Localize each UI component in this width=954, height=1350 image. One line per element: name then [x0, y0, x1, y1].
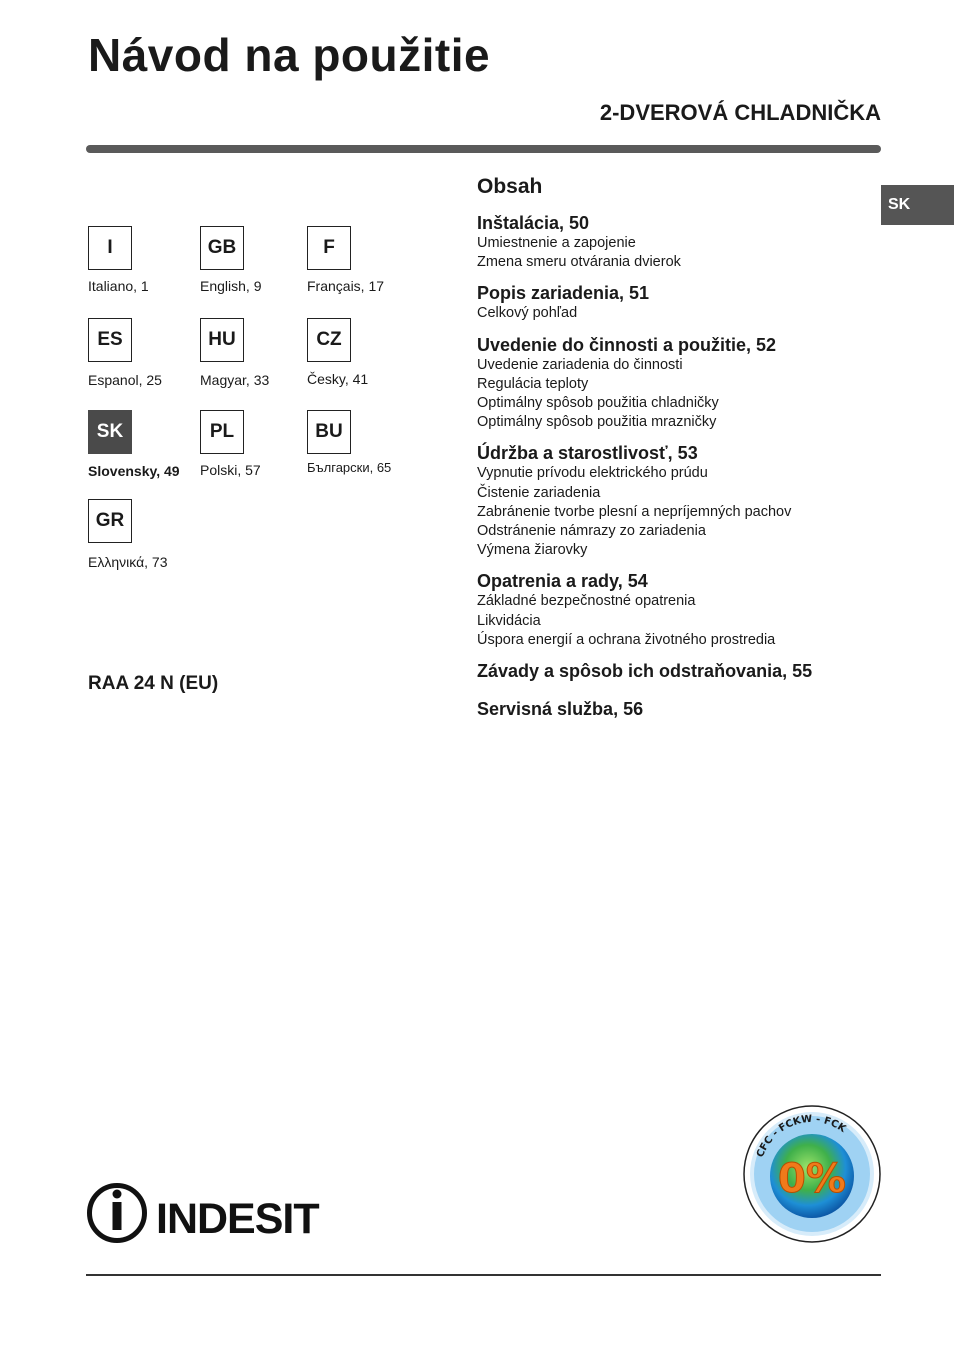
lang-label-fr[interactable]: Français, 17	[307, 278, 385, 294]
lang-label-gb[interactable]: English, 9	[200, 278, 262, 294]
badge-ring-text: CFC - FCKW - FCK	[755, 1113, 848, 1160]
lang-box-cz[interactable]: CZ	[307, 318, 351, 362]
toc-item[interactable]: Celkový pohľad	[477, 305, 578, 322]
badge-zero-percent: 0%	[778, 1156, 846, 1202]
lang-label-hu[interactable]: Magyar, 33	[200, 372, 270, 388]
toc-section-title[interactable]: Závady a spôsob ich odstraňovania, 55	[477, 661, 813, 682]
lang-label-sk[interactable]: Slovensky, 49	[88, 463, 180, 479]
toc-section-title[interactable]: Údržba a starostlivosť, 53	[477, 443, 698, 464]
lang-box-it[interactable]: I	[88, 226, 132, 270]
toc-item[interactable]: Umiestnenie a zapojenie	[477, 235, 636, 251]
toc-section-title[interactable]: Opatrenia a rady, 54	[477, 571, 648, 592]
lang-box-hu[interactable]: HU	[200, 318, 244, 362]
lang-label-pl[interactable]: Polski, 57	[200, 462, 261, 478]
toc-item[interactable]: Optimálny spôsob použitia chladničky	[477, 395, 719, 412]
toc-section-start-use	[477, 334, 877, 433]
lang-box-gb[interactable]: GB	[200, 226, 244, 270]
lang-label-gr[interactable]: Ελληνικά, 73	[88, 554, 168, 570]
lang-label-bu[interactable]: Български, 65	[307, 460, 392, 475]
toc-item[interactable]: Základné bezpečnostné opatrenia	[477, 593, 696, 610]
language-side-tab[interactable]: SK	[881, 185, 954, 225]
lang-label-cz[interactable]: Česky, 41	[307, 371, 369, 387]
toc-section-title[interactable]: Inštalácia, 50	[477, 213, 590, 233]
lang-box-es[interactable]: ES	[88, 318, 132, 362]
lang-label-it[interactable]: Italiano, 1	[88, 278, 149, 294]
toc-item[interactable]: Likvidácia	[477, 612, 541, 629]
toc-section-title[interactable]: Uvedenie do činnosti a použitie, 52	[477, 334, 777, 355]
logo-wordmark: INDESIT	[156, 1195, 319, 1243]
toc-section-title[interactable]: Popis zariadenia, 51	[477, 283, 650, 304]
toc-section-description	[477, 282, 877, 323]
toc-item[interactable]: Odstránenie námrazy zo zariadenia	[477, 523, 706, 540]
table-of-contents	[477, 175, 877, 730]
toc-heading: Obsah	[477, 175, 543, 198]
toc-item[interactable]: Regulácia teploty	[477, 375, 589, 392]
toc-item[interactable]: Čistenie zariadenia	[477, 484, 601, 501]
toc-section-installation	[477, 212, 877, 272]
toc-item[interactable]: Optimálny spôsob použitia mrazničky	[477, 414, 717, 431]
page-title: Návod na použitie	[88, 29, 491, 81]
header-divider	[86, 145, 881, 153]
lang-box-pl[interactable]: PL	[200, 410, 244, 454]
lang-box-sk[interactable]: SK	[88, 410, 132, 454]
footer-divider	[86, 1274, 881, 1276]
lang-box-fr[interactable]: F	[307, 226, 351, 270]
toc-item[interactable]: Uvedenie zariadenia do činnosti	[477, 356, 683, 373]
lang-label-es[interactable]: Espanol, 25	[88, 372, 162, 388]
lang-box-bu[interactable]: BU	[307, 410, 351, 454]
cfc-free-badge-icon	[742, 1104, 882, 1244]
indesit-logo-icon	[86, 1180, 326, 1246]
toc-item[interactable]: Zabránenie tvorbe plesní a nepríjemných pachov	[477, 503, 792, 520]
toc-section-maintenance	[477, 442, 877, 560]
product-subtitle: 2-DVEROVÁ CHLADNIČKA	[599, 100, 881, 125]
toc-item[interactable]: Výmena žiarovky	[477, 542, 588, 559]
toc-item[interactable]: Úspora energií a ochrana životného prostredia	[477, 631, 776, 648]
lang-box-gr[interactable]: GR	[88, 499, 132, 543]
toc-section-service	[477, 698, 877, 720]
toc-item[interactable]: Vypnutie prívodu elektrického prúdu	[477, 465, 708, 482]
toc-section-precautions	[477, 570, 877, 650]
toc-section-title[interactable]: Servisná služba, 56	[477, 699, 644, 720]
toc-item[interactable]: Zmena smeru otvárania dvierok	[477, 254, 681, 271]
model-number: RAA 24 N (EU)	[88, 673, 219, 694]
indesit-logo	[86, 1180, 326, 1246]
cfc-free-badge	[742, 1104, 882, 1244]
toc-section-troubleshooting	[477, 660, 877, 682]
